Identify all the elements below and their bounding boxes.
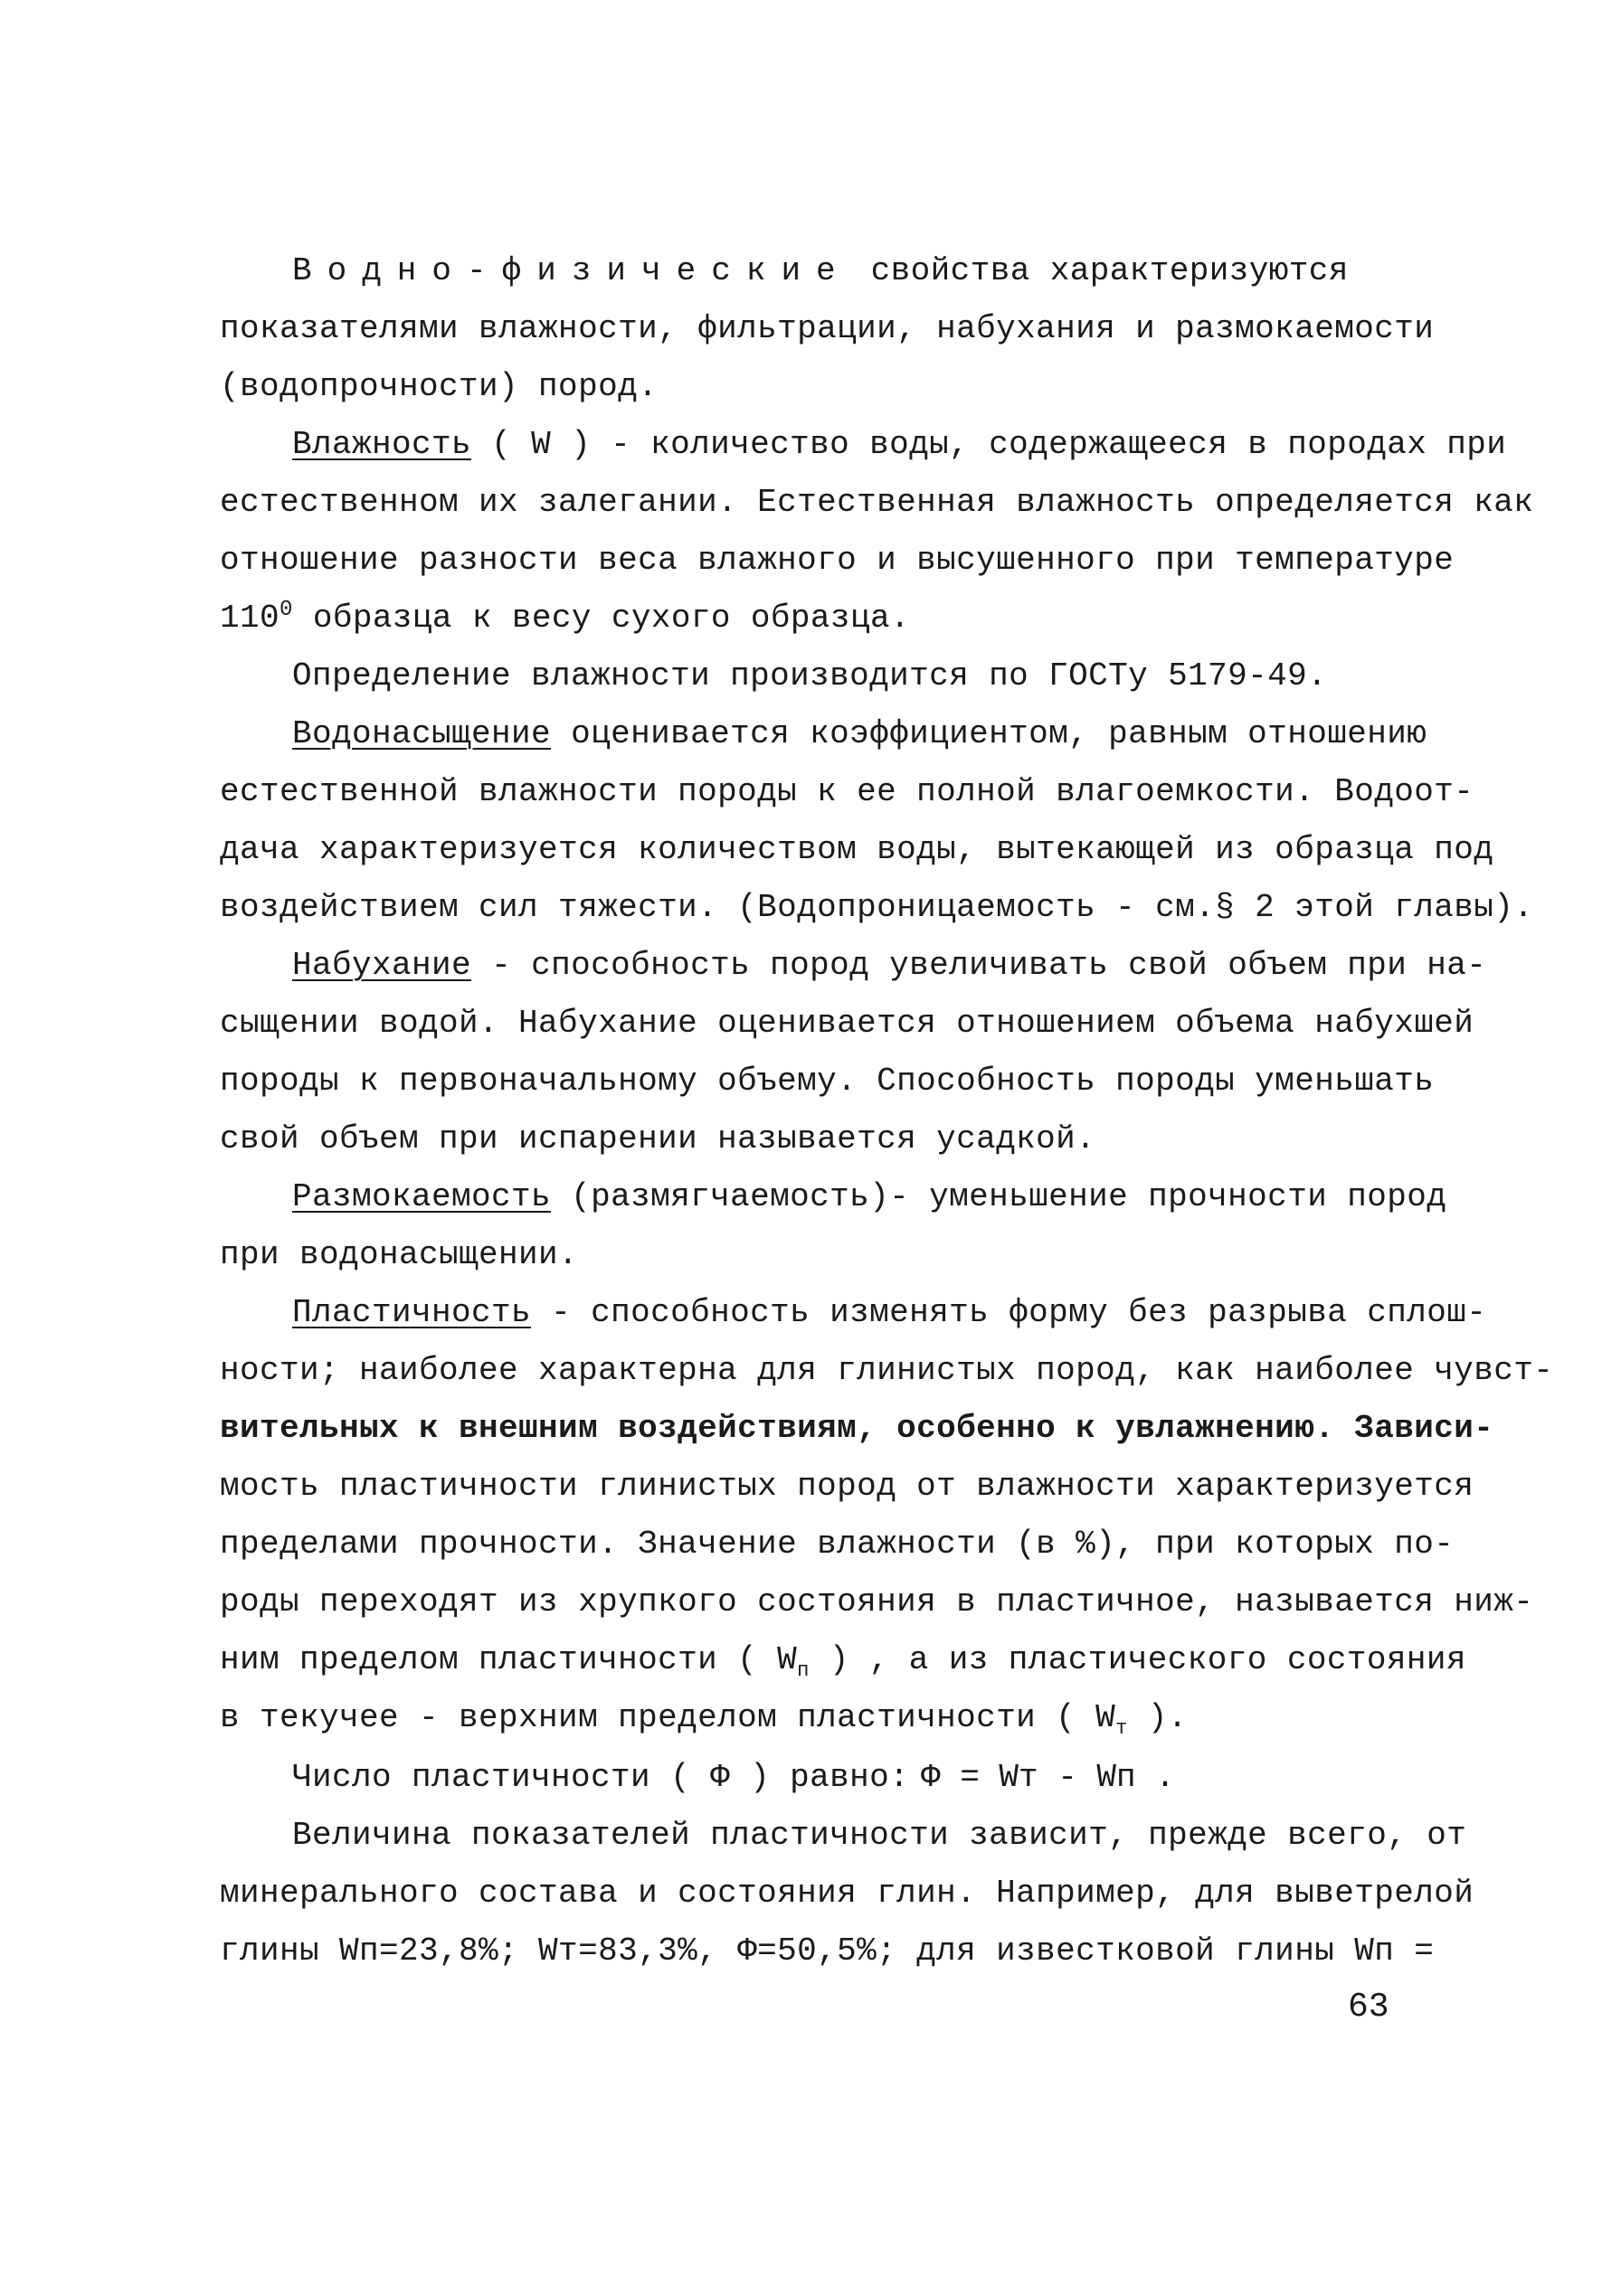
para7-line4: мость пластичности глинистых пород от влажности характеризуется (220, 1468, 1474, 1505)
para2-line2: естественном их залегании. Естественная влажность определяется как (220, 484, 1534, 521)
para5-line1 (292, 948, 1486, 984)
para5-line4: свой объем при испарении называется усадкой. (220, 1120, 1096, 1157)
para7-line7 (220, 1641, 1466, 1683)
para5-line3: породы к первоначальному объему. Способность породы уменьшать (220, 1063, 1435, 1100)
spaced-heading: Водно-физические (292, 252, 851, 289)
degree-sup: 0 (280, 598, 293, 622)
para7-line8-a: в текучее - верхним пределом пластичности ( W (220, 1699, 1116, 1736)
para2-line4 (220, 600, 910, 637)
para2-line3: отношение разности веса влажного и высушенного при температуре (220, 542, 1455, 579)
para1-line2: показателями влажности, фильтрации, набухания и размокаемости (220, 310, 1435, 347)
para2-line1 (292, 427, 1506, 463)
sub-t: т (1115, 1717, 1128, 1741)
para4-line2: естественной влажности породы к ее полной влагоемкости. Водоот- (220, 773, 1474, 810)
para7-line1 (292, 1295, 1486, 1331)
para9-line1: Величина показателей пластичности зависит, прежде всего, от (292, 1817, 1467, 1854)
term-nabukhanie: Набухание (292, 947, 472, 984)
page-number: 63 (1348, 1988, 1389, 2027)
para1-line3: (водопрочности) пород. (220, 368, 659, 405)
para4-line1 (292, 716, 1427, 752)
para4-line1-text: оценивается коэффициентом, равным отношению (571, 715, 1427, 752)
para9-line2: минерального состава и состояния глин. Например, для выветрелой (220, 1875, 1474, 1912)
plasticity-formula: Ф = Wт - Wп . (921, 1759, 1175, 1796)
sub-p: п (797, 1659, 810, 1683)
para2-line4-text: образца к весу сухого образца. (312, 600, 910, 637)
temperature-value: 110 (220, 600, 280, 637)
para4-line4: воздействием сил тяжести. (Водопроницаемость - см.§ 2 этой главы). (220, 889, 1534, 926)
term-vodonasyshchenie: Водонасыщение (292, 715, 552, 752)
term-plastichnost: Пластичность (292, 1294, 532, 1331)
para7-line8 (220, 1699, 1188, 1741)
para6-line1-text: (размягчаемость)- уменьшение прочности пород (571, 1178, 1447, 1215)
para7-line1-text: - способность изменять форму без разрыва сплош- (551, 1294, 1487, 1331)
para2-line1-text: ( W ) - количество воды, содержащееся в породах при (491, 426, 1507, 463)
para7-line7-a: ним пределом пластичности ( W (220, 1641, 798, 1678)
para7-line3: вительных к внешним воздействиям, особенно к увлажнению. Зависи- (220, 1410, 1494, 1447)
para5-line1-text: - способность пород увеличивать свой объем при на- (491, 947, 1487, 984)
para7-line7-b: ) , а из пластического состояния (829, 1641, 1466, 1678)
para1-line1-text: свойства характеризуются (870, 252, 1349, 289)
para4-line3: дача характеризуется количеством воды, вытекающей из образца под (220, 831, 1494, 868)
para3-line1: Определение влажности производится по ГОСТу 5179-49. (292, 657, 1328, 694)
para8-line1: Число пластичности ( Ф ) равно: (292, 1759, 910, 1796)
para7-line8-b: ). (1147, 1699, 1188, 1736)
para5-line2: сыщении водой. Набухание оценивается отношением объема набухшей (220, 1005, 1474, 1042)
para6-line2: при водонасыщении. (220, 1236, 579, 1273)
term-vlazhnost: Влажность (292, 426, 472, 463)
para7-line2: ности; наиболее характерна для глинистых пород, как наиболее чувст- (220, 1352, 1554, 1389)
para1-line1 (292, 253, 1349, 289)
term-razmokaemost: Размокаемость (292, 1178, 552, 1215)
para9-line3: глины Wп=23,8%; Wт=83,3%, Ф=50,5%; для известковой глины Wп = (220, 1932, 1435, 1970)
para7-line6: роды переходят из хрупкого состояния в пластичное, называется ниж- (220, 1583, 1534, 1620)
para7-line5: пределами прочности. Значение влажности (в %), при которых по- (220, 1526, 1455, 1563)
para6-line1 (292, 1179, 1446, 1215)
